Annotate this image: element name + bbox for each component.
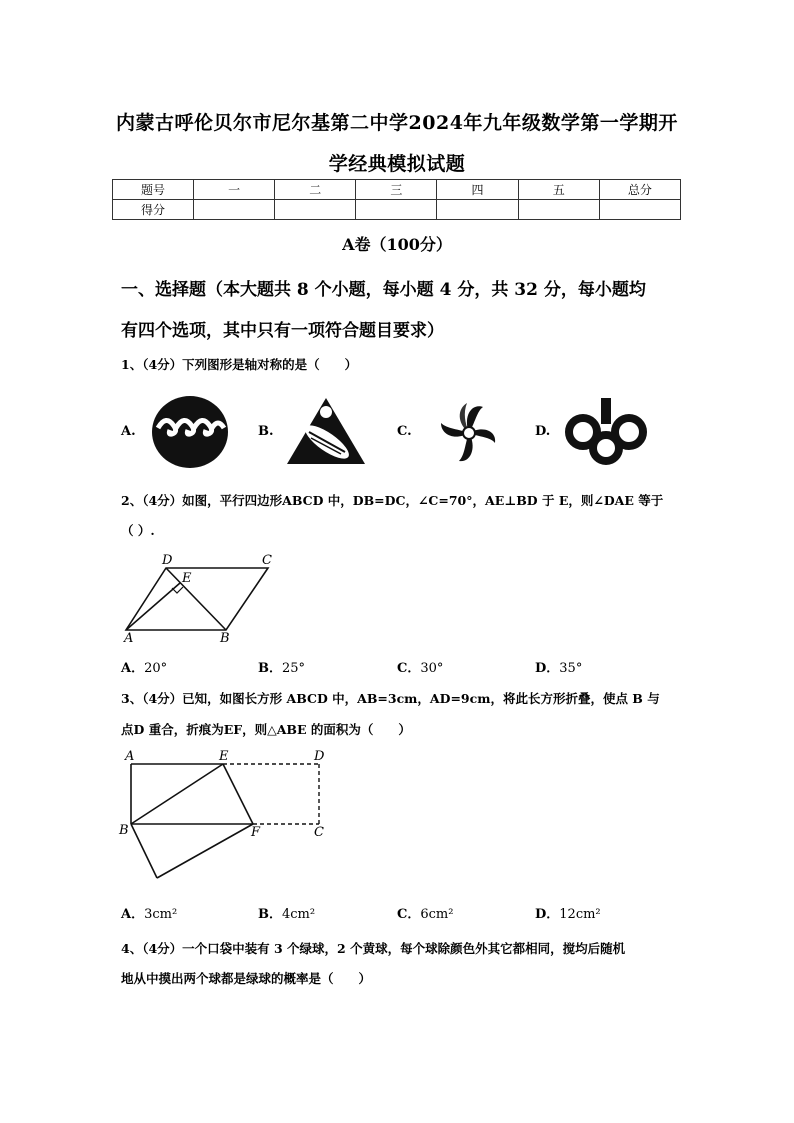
q3-option-b[interactable]: [258, 903, 315, 922]
option-letter: D．: [535, 907, 560, 922]
section-heading-line-2: 有四个选项，其中只有一项符合题目要求）: [121, 321, 444, 341]
q2-option-d[interactable]: [535, 657, 582, 676]
score-header-cell: 一: [194, 180, 275, 200]
score-cell[interactable]: [599, 200, 680, 220]
q3-option-c[interactable]: [397, 903, 453, 922]
option-letter: A．: [121, 907, 145, 922]
option-value: 20°: [144, 661, 168, 676]
option-letter: B．: [258, 907, 282, 922]
question-4-line-2: 地从中摸出两个球都是绿球的概率是（ ）: [121, 971, 372, 986]
parallelogram-figure: [114, 550, 284, 650]
section-heading-line-1: 一、选择题（本大题共 8 个小题，每小题 4 分，共 32 分，每小题均: [121, 280, 646, 300]
triangle-surfboard-figure: [285, 396, 367, 470]
option-letter: B．: [258, 661, 282, 676]
q2-option-a[interactable]: [121, 657, 167, 676]
question-1-text: 1、（4分）下列图形是轴对称的是（ ）: [121, 357, 358, 372]
question-4-line-1: 4、（4分）一个口袋中装有 3 个绿球，2 个黄球，每个球除颜色外其它都相同，搅均后随机: [121, 941, 626, 956]
folded-rectangle-figure: [115, 746, 335, 890]
option-value: 25°: [282, 661, 306, 676]
point-d-label: D: [162, 553, 173, 568]
option-value: 6cm²: [420, 907, 454, 922]
score-header-cell: 总分: [599, 180, 680, 200]
option-value: 12cm²: [559, 907, 601, 922]
point-a-label: A: [125, 749, 135, 764]
point-c-label: C: [314, 825, 324, 840]
score-cell[interactable]: [437, 200, 518, 220]
option-value: 3cm²: [144, 907, 178, 922]
score-header-cell: 五: [518, 180, 599, 200]
question-2-line-2: （ ）.: [121, 523, 155, 538]
score-row-label: 得分: [113, 200, 194, 220]
score-table: [112, 179, 681, 220]
score-header-cell: 题号: [113, 180, 194, 200]
option-value: 4cm²: [282, 907, 316, 922]
q1-option-a-label: A.: [121, 424, 136, 439]
q2-option-b[interactable]: [258, 657, 305, 676]
option-letter: C．: [397, 907, 421, 922]
question-3-line-2: 点D 重合，折痕为EF，则△ABE 的面积为（ ）: [121, 722, 411, 737]
paper-section-label: A卷（100分）: [342, 235, 452, 254]
option-letter: C．: [397, 661, 421, 676]
score-table-row: [113, 200, 681, 220]
swirl-flower-figure: [433, 397, 505, 473]
point-b-label: B: [119, 823, 129, 838]
score-cell[interactable]: [356, 200, 437, 220]
q1-option-b-label: B.: [258, 424, 274, 439]
score-header-cell: 四: [437, 180, 518, 200]
option-value: 30°: [420, 661, 444, 676]
point-f-label: F: [251, 825, 261, 840]
question-3-line-1: 3、（4分）已知，如图长方形 ABCD 中，AB=3cm，AD=9cm，将此长方形折叠，使点 B 与: [121, 691, 660, 706]
score-cell[interactable]: [518, 200, 599, 220]
score-cell[interactable]: [275, 200, 356, 220]
score-header-cell: 三: [356, 180, 437, 200]
point-e-label: E: [219, 749, 229, 764]
point-e-label: E: [182, 571, 192, 586]
wave-circle-figure: [150, 394, 230, 474]
q3-option-a[interactable]: [121, 903, 177, 922]
score-header-cell: 二: [275, 180, 356, 200]
score-table-header-row: [113, 180, 681, 200]
score-cell[interactable]: [194, 200, 275, 220]
point-d-label: D: [314, 749, 325, 764]
document-title-line-2: 学经典模拟试题: [328, 153, 466, 175]
option-value: 35°: [559, 661, 583, 676]
point-a-label: A: [124, 631, 134, 646]
document-title-line-1: 内蒙古呼伦贝尔市尼尔基第二中学2024年九年级数学第一学期开: [116, 112, 678, 134]
option-letter: A．: [121, 661, 145, 676]
point-c-label: C: [262, 553, 272, 568]
q2-option-c[interactable]: [397, 657, 443, 676]
three-rings-figure: [563, 398, 649, 470]
point-b-label: B: [220, 631, 230, 646]
q1-option-c-label: C.: [397, 424, 412, 439]
q1-option-d-label: D.: [535, 424, 551, 439]
q3-option-d[interactable]: [535, 903, 601, 922]
question-2-line-1: 2、（4分）如图，平行四边形ABCD 中，DB=DC，∠C=70°，AE⊥BD 于 E，则∠DAE 等于: [121, 493, 664, 508]
option-letter: D．: [535, 661, 560, 676]
